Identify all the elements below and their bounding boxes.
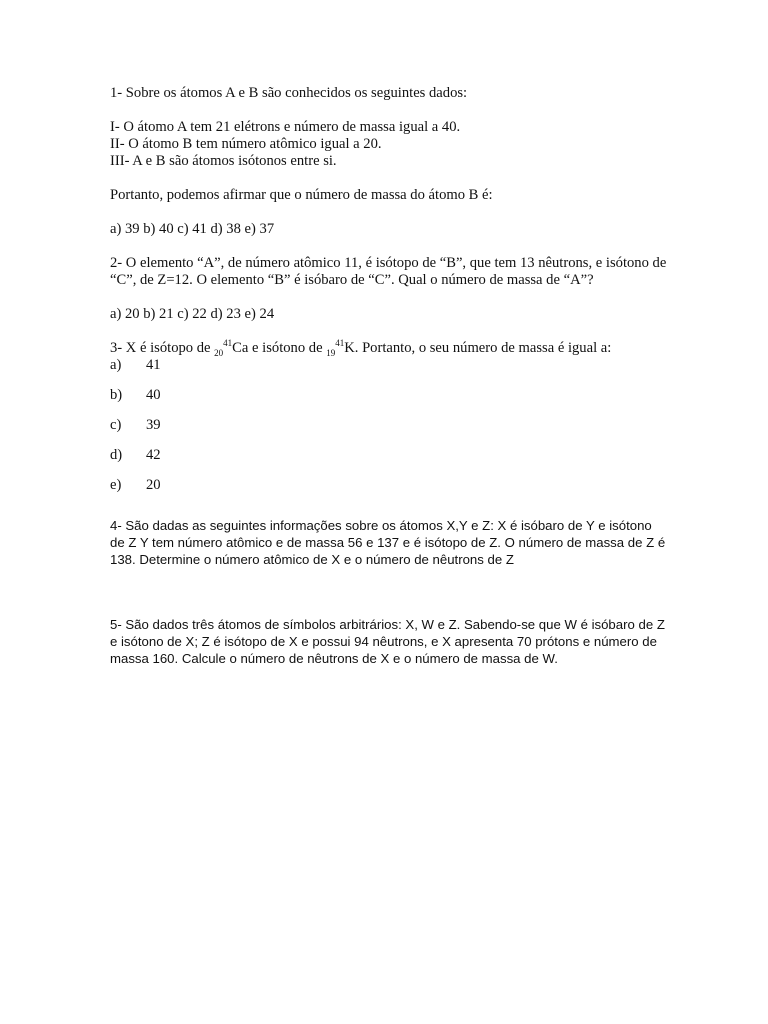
option-value: 39	[146, 417, 161, 433]
q5-text: 5- São dados três átomos de símbolos arbitrários: X, W e Z. Sabendo-se que W é isóbaro de Z e isótono de X; Z é isótopo de X e possui 94 nêutrons, e X apresenta 70 prótons e número de massa 160. Calcule o número de nêutrons de X e o número de massa de W.	[110, 617, 665, 666]
option-letter: c)	[110, 417, 122, 433]
q2-text: 2- O elemento “A”, de número atômico 11, é isótopo de “B”, que tem 13 nêutrons, e isótono de “C”, de Z=12. O elemento “B” é isóbaro de “C”. Qual o número de massa de “A”?	[110, 255, 667, 288]
q3-suffix: . Portanto, o seu número de massa é igual a:	[354, 340, 612, 356]
k-atomic-number: 19	[326, 347, 336, 358]
q1-question: Portanto, podemos afirmar que o número de massa do átomo B é:	[110, 187, 493, 203]
q3-middle: e isótono de	[248, 340, 327, 356]
q1-options: a) 39 b) 40 c) 41 d) 38 e) 37	[110, 221, 275, 237]
q2-options: a) 20 b) 21 c) 22 d) 23 e) 24	[110, 306, 275, 322]
option-letter: b)	[110, 387, 123, 403]
option-letter: a)	[110, 357, 122, 373]
q3-option	[110, 477, 670, 494]
q3-option	[110, 387, 670, 404]
q3-options	[110, 357, 670, 494]
ca-atomic-number: 20	[214, 347, 224, 358]
ca-symbol: Ca	[232, 340, 249, 356]
option-letter: e)	[110, 477, 122, 493]
option-value: 41	[146, 357, 161, 373]
option-value: 20	[146, 477, 161, 493]
q1-statement-2: II- O átomo B tem número atômico igual a 20.	[110, 136, 382, 152]
k-symbol: K	[344, 340, 355, 356]
q1-title: 1- Sobre os átomos A e B são conhecidos os seguintes dados:	[110, 85, 468, 101]
k-mass-number: 41	[335, 338, 345, 349]
q1-statement-1: I- O átomo A tem 21 elétrons e número de massa igual a 40.	[110, 119, 461, 135]
option-value: 40	[146, 387, 161, 403]
q3-text	[110, 340, 670, 357]
q1-statement-3: III- A e B são átomos isótonos entre si.	[110, 153, 337, 169]
option-letter: d)	[110, 447, 123, 463]
q3-option	[110, 417, 670, 434]
ca-mass-number: 41	[223, 338, 233, 349]
q3-prefix: 3- X é isótopo de	[110, 340, 215, 356]
option-value: 42	[146, 447, 161, 463]
q3-option	[110, 357, 670, 374]
q3-option	[110, 447, 670, 464]
document-page	[110, 85, 670, 667]
q4-text: 4- São dadas as seguintes informações sobre os átomos X,Y e Z: X é isóbaro de Y e isótono de Z Y tem número atômico e de massa 56 e 137 e é isótopo de Z. O número de massa de Z é 138. Determine o número atômico de X e o número de nêutrons de Z	[110, 518, 666, 567]
